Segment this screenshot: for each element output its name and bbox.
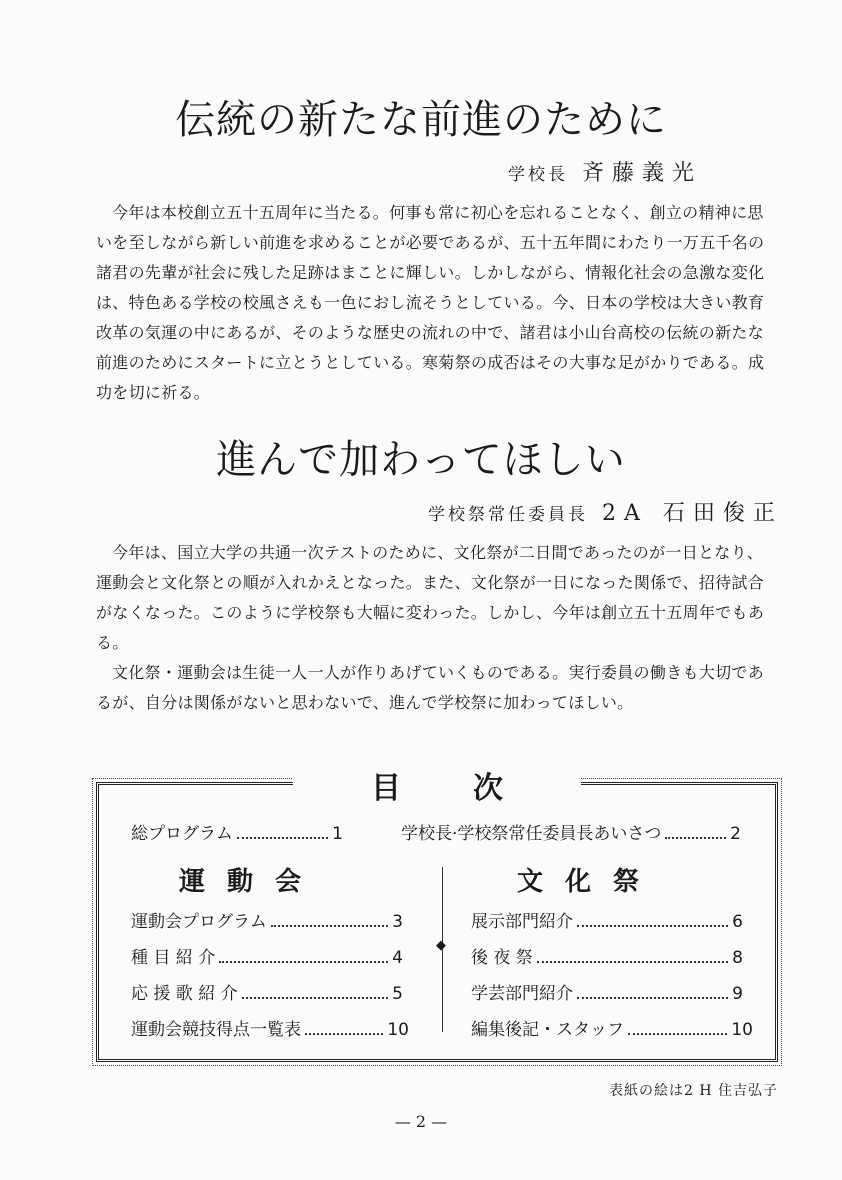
toc-item[interactable] xyxy=(131,979,403,1004)
article2-paragraph: 今年は、国立大学の共通一次テストのために、文化祭が二日間であったのが一日となり、運動会と文化祭との順が入れかえとなった。また、文化祭が一日になった関係で、招待試合がなくなった。このように学校祭も大幅に変わった。しかし、今年は創立五十五周年でもある。 xyxy=(96,543,765,652)
toc-title: 目次 xyxy=(99,763,775,807)
toc-item-label: 編集後記・スタッフ xyxy=(471,1020,624,1040)
toc-item-page: 10 xyxy=(387,1020,409,1040)
toc-heading-culture: 文化祭 xyxy=(517,867,662,897)
toc-item[interactable] xyxy=(131,1015,409,1040)
toc-item[interactable] xyxy=(471,1015,753,1040)
toc-item-label: 総プログラム xyxy=(131,824,233,844)
toc-item-label: 後 夜 祭 xyxy=(471,948,533,968)
article1-paragraph: 今年は本校創立五十五周年に当たる。何事も常に初心を忘れることなく、創立の精神に思いを至しながら新しい前進を求めることが必要であるが、五十五年間にわたり一万五千名の諸君の先輩が社会に残した足跡はまことに輝しい。しかしながら、情報化社会の急激な変化は、特色ある学校の校風さえも一色におし流そうとしている。今、日本の学校は大きい教育改革の気運の中にあるが、そのような歴史の流れの中で、諸君は小山台高校の伝統の新たな前進のためにスタートに立とうとしている。寒菊祭の成否はその大事な足がかりである。成功を切に祈る。 xyxy=(96,203,765,402)
toc-item-overview[interactable] xyxy=(131,819,343,844)
leader-dots xyxy=(537,961,728,963)
article2-byline-name: 2A 石田俊正 xyxy=(602,501,783,526)
article2-title: 進んで加わってほしい xyxy=(216,437,626,483)
toc-item-page: 9 xyxy=(732,984,743,1004)
toc-item-page: 6 xyxy=(732,912,743,932)
cover-art-credit: 表紙の絵は2 H 住吉弘子 xyxy=(608,1083,778,1099)
toc-item[interactable] xyxy=(471,907,743,932)
toc-heading-sports: 運動会 xyxy=(179,867,324,897)
toc-item-page: 5 xyxy=(392,984,403,1004)
page-number: — 2 — xyxy=(394,1112,448,1131)
toc-item[interactable] xyxy=(131,907,403,932)
article1-body xyxy=(96,198,776,408)
article2-byline xyxy=(428,496,783,527)
toc-item[interactable] xyxy=(471,979,743,1004)
leader-dots xyxy=(271,925,388,927)
toc-item-page: 4 xyxy=(392,948,403,968)
toc-item-label: 応 援 歌 紹 介 xyxy=(131,984,238,1004)
article2-body xyxy=(96,538,776,718)
leader-dots xyxy=(305,1033,383,1035)
leader-dots xyxy=(237,837,328,839)
article1-byline-name: 斉藤義光 xyxy=(582,161,703,186)
toc-item[interactable] xyxy=(471,943,743,968)
article1-byline xyxy=(508,156,702,187)
leader-dots xyxy=(577,925,728,927)
leader-dots xyxy=(577,997,728,999)
toc-item-greetings[interactable] xyxy=(401,819,741,844)
toc-item-page: 8 xyxy=(732,948,743,968)
divider-ornament-icon: ◆ xyxy=(436,938,446,953)
article1-byline-role: 学校長 xyxy=(508,165,568,185)
toc-item-label: 学校長·学校祭常任委員長あいさつ xyxy=(401,824,662,844)
toc-item-label: 学芸部門紹介 xyxy=(471,984,573,1004)
toc-item-page: 2 xyxy=(730,824,741,844)
toc-item-label: 展示部門紹介 xyxy=(471,912,573,932)
leader-dots xyxy=(628,1033,727,1035)
leader-dots xyxy=(242,997,389,999)
article1-title: 伝統の新たな前進のために xyxy=(175,97,667,143)
leader-dots xyxy=(665,837,726,839)
article2-paragraph: 文化祭・運動会は生徒一人一人が作りあげていくものである。実行委員の働きも大切であるが、自分は関係がないと思わないで、進んで学校祭に加わってほしい。 xyxy=(96,663,765,712)
table-of-contents xyxy=(96,771,778,1062)
toc-item-page: 1 xyxy=(332,824,343,844)
toc-item-label: 運動会プログラム xyxy=(131,912,267,932)
toc-item-label: 種 目 紹 介 xyxy=(131,948,216,968)
article2-byline-role: 学校祭常任委員長 xyxy=(428,505,588,525)
toc-item[interactable] xyxy=(131,943,403,968)
leader-dots xyxy=(219,961,388,963)
toc-item-page: 10 xyxy=(731,1020,753,1040)
toc-item-page: 3 xyxy=(392,912,403,932)
toc-item-label: 運動会競技得点一覧表 xyxy=(131,1020,301,1040)
